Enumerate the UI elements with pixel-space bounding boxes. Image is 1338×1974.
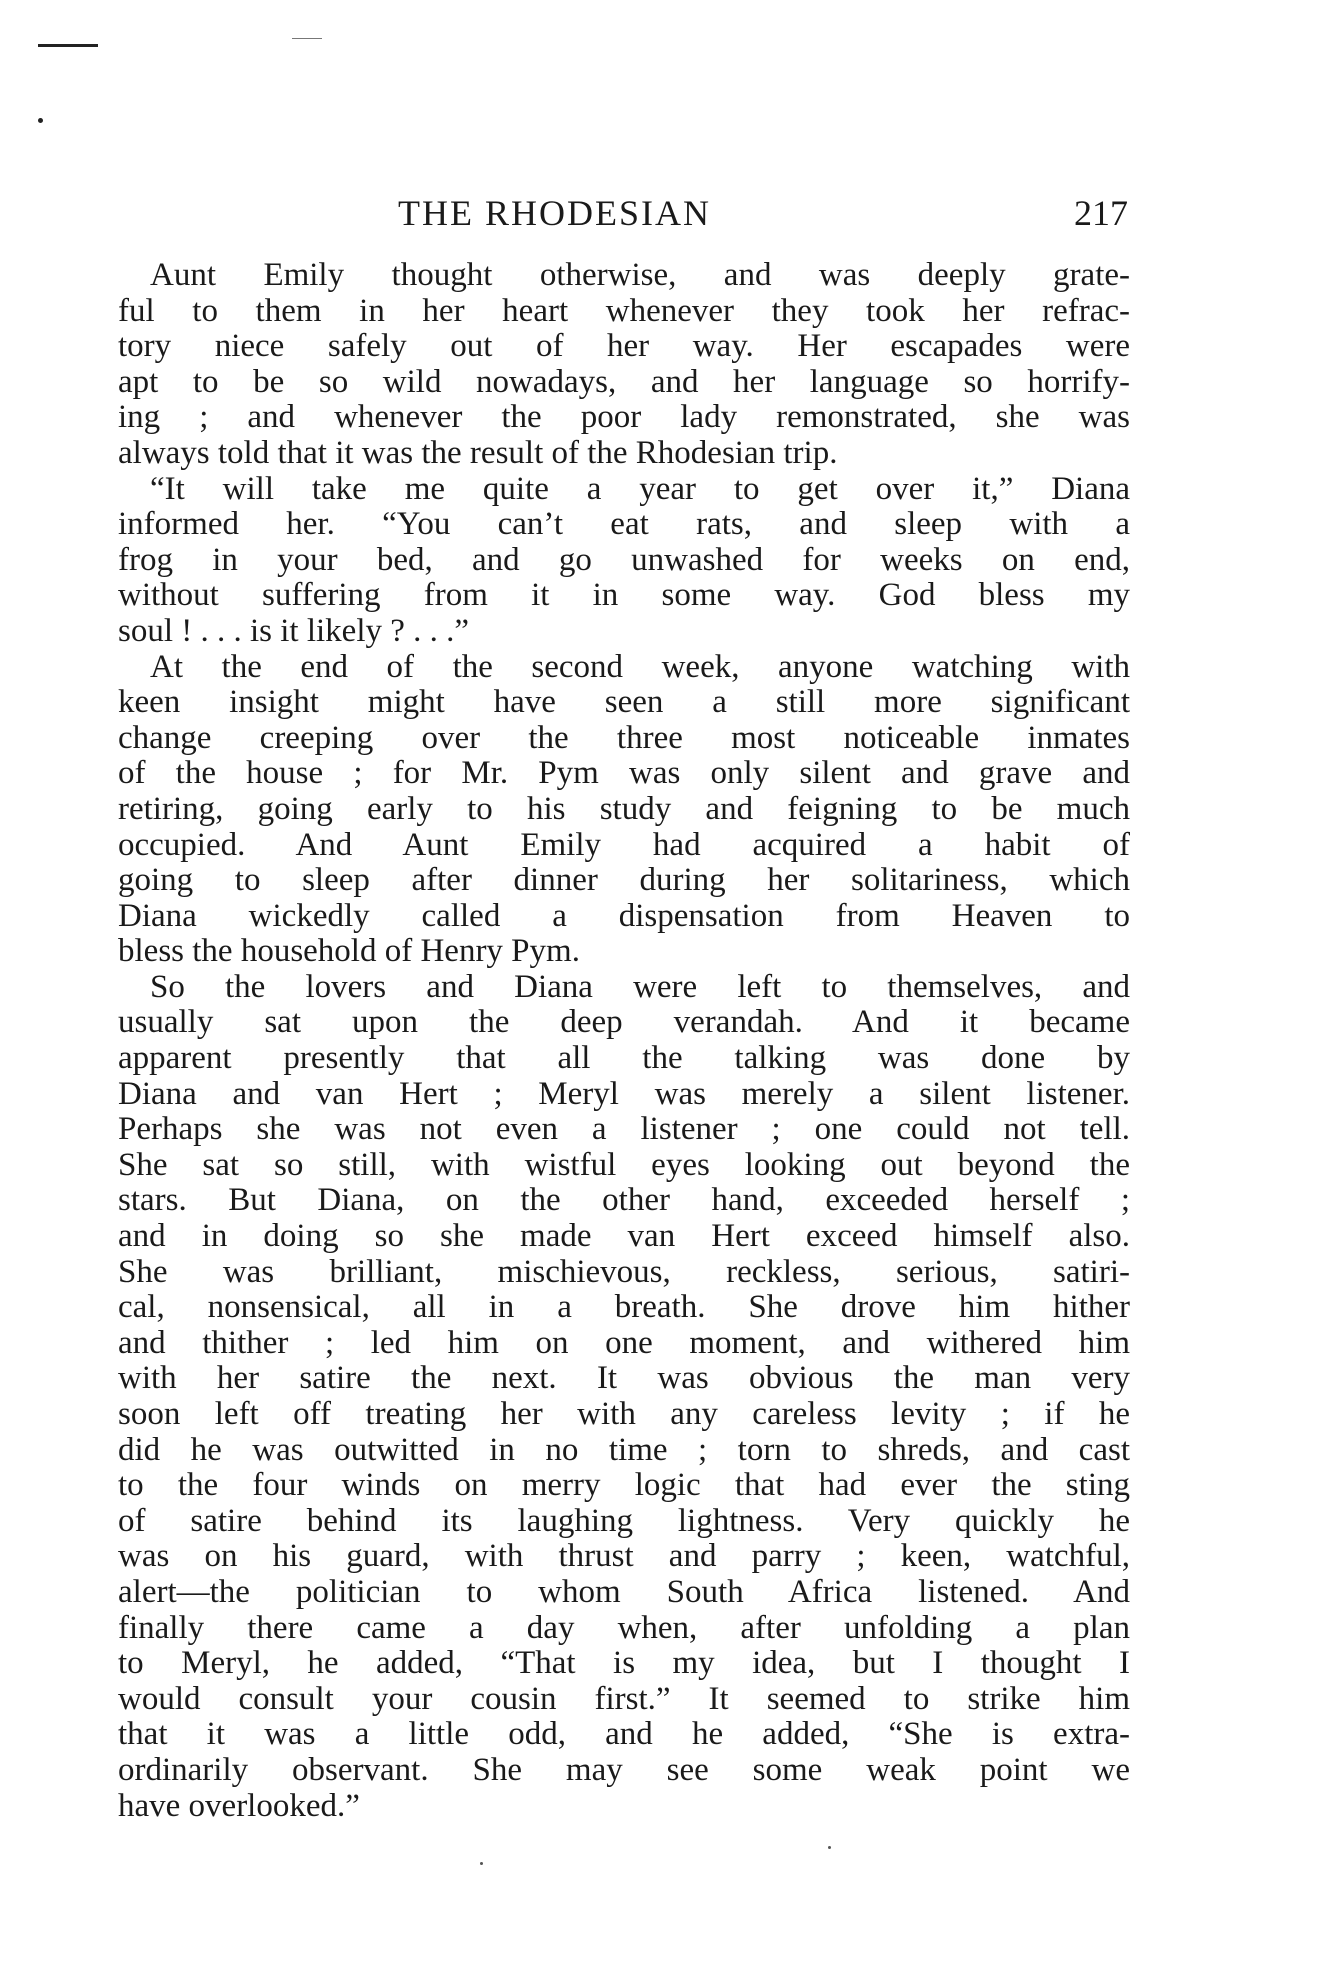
text-line: Diana wickedly called a dispensation from Heaven to <box>118 897 1130 934</box>
text-line: retiring, going early to his study and feigning to be much <box>118 790 1130 827</box>
page-number: 217 <box>1074 193 1128 233</box>
text-line: ful to them in her heart whenever they took her refrac- <box>118 292 1130 329</box>
text-line: soon left off treating her with any careless levity ; if he <box>118 1396 1130 1432</box>
text-line: “It will take me quite a year to get over it,” Diana <box>150 470 1130 507</box>
text-line: She sat so still, with wistful eyes looking out beyond the <box>118 1146 1130 1183</box>
text-line: finally there came a day when, after unfolding a plan <box>118 1609 1130 1646</box>
text-line: tory niece safely out of her way. Her escapades were <box>118 328 1130 365</box>
text-line: that it was a little odd, and he added, “She is extra- <box>118 1716 1130 1753</box>
text-line: have overlooked.” <box>118 1787 360 1824</box>
text-line: alert—the politician to whom South Africa listened. And <box>118 1573 1130 1610</box>
text-line: of the house ; for Mr. Pym was only silent and grave and <box>118 755 1130 792</box>
text-line: cal, nonsensical, all in a breath. She drove him hither <box>118 1289 1130 1326</box>
scan-mark <box>292 38 322 39</box>
text-line: usually sat upon the deep verandah. And it became <box>118 1004 1130 1041</box>
text-line: with her satire the next. It was obvious the man very <box>118 1360 1130 1397</box>
text-line: apt to be so wild nowadays, and her language so horrify- <box>118 363 1130 400</box>
text-line: keen insight might have seen a still more significant <box>118 684 1130 721</box>
text-line: was on his guard, with thrust and parry ; keen, watchful, <box>118 1538 1130 1575</box>
text-line: without suffering from it in some way. God bless my <box>118 577 1130 614</box>
text-line: to the four winds on merry logic that had ever the sting <box>118 1467 1130 1504</box>
text-line: and in doing so she made van Hert exceed himself also. <box>118 1218 1130 1255</box>
text-line: would consult your cousin first.” It seemed to strike him <box>118 1680 1130 1717</box>
text-line: Diana and van Hert ; Meryl was merely a silent listener. <box>118 1075 1130 1112</box>
text-line: bless the household of Henry Pym. <box>118 933 580 970</box>
running-head <box>118 192 1128 242</box>
text-line: So the lovers and Diana were left to themselves, and <box>150 968 1130 1005</box>
text-line: going to sleep after dinner during her solitariness, which <box>118 862 1130 899</box>
text-line: change creeping over the three most noticeable inmates <box>118 719 1130 756</box>
scan-mark <box>38 118 43 123</box>
body-text <box>118 258 1130 1824</box>
text-line: Perhaps she was not even a listener ; one could not tell. <box>118 1111 1130 1148</box>
text-line: apparent presently that all the talking was done by <box>118 1040 1130 1077</box>
text-line: ing ; and whenever the poor lady remonstrated, she was <box>118 399 1130 436</box>
scan-speck <box>828 1846 831 1849</box>
text-line: informed her. “You can’t eat rats, and sleep with a <box>118 506 1130 543</box>
text-line: did he was outwitted in no time ; torn to shreds, and cast <box>118 1431 1130 1468</box>
text-line: soul ! . . . is it likely ? . . .” <box>118 612 470 649</box>
text-line: to Meryl, he added, “That is my idea, but I thought I <box>118 1645 1130 1682</box>
text-line: ordinarily observant. She may see some weak point we <box>118 1751 1130 1788</box>
text-line: stars. But Diana, on the other hand, exceeded herself ; <box>118 1182 1130 1219</box>
text-line: Aunt Emily thought otherwise, and was deeply grate- <box>150 257 1130 293</box>
text-line: She was brilliant, mischievous, reckless, serious, satiri- <box>118 1253 1130 1290</box>
text-line: occupied. And Aunt Emily had acquired a habit of <box>118 826 1130 863</box>
running-title: THE RHODESIAN <box>398 193 711 233</box>
scan-mark <box>38 44 98 47</box>
text-line: of satire behind its laughing lightness. Very quickly he <box>118 1502 1130 1539</box>
text-line: always told that it was the result of the Rhodesian trip. <box>118 434 838 471</box>
text-line: and thither ; led him on one moment, and withered him <box>118 1324 1130 1361</box>
text-line: frog in your bed, and go unwashed for weeks on end, <box>118 541 1130 578</box>
scan-speck <box>480 1862 483 1865</box>
text-line: At the end of the second week, anyone watching with <box>150 648 1130 685</box>
